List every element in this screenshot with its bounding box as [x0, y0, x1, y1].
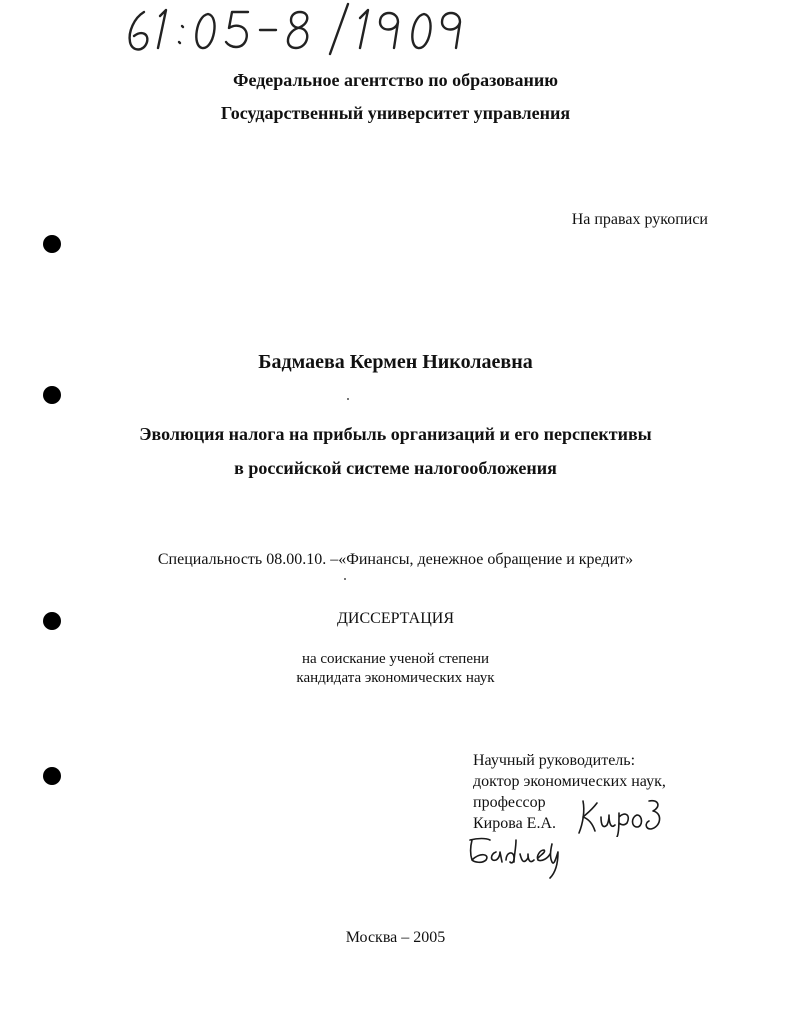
degree-line-2: кандидата экономических наук [296, 670, 495, 686]
author-name: Бадмаева Кермен Николаевна [258, 351, 533, 373]
supervisor-rank: профессор [473, 794, 546, 811]
punch-hole [43, 612, 61, 630]
archive-code-handwritten [122, 2, 482, 58]
manuscript-rights-note: На правах рукописи [571, 211, 708, 228]
dissertation-title-line-2: в российской системе налогообложения [234, 458, 557, 478]
supervisor-degree: доктор экономических наук, [473, 773, 666, 790]
scan-speck [344, 578, 346, 580]
author-signature [466, 832, 562, 880]
supervisor-signature [575, 795, 665, 837]
dissertation-title-line-1: Эволюция налога на прибыль организаций и его перспективы [139, 424, 652, 444]
degree-line-1: на соискание ученой степени [301, 651, 490, 667]
punch-hole [43, 767, 61, 785]
organization-line-2: Государственный университет управления [220, 103, 571, 123]
organization-line-1: Федеральное агентство по образованию [232, 70, 559, 90]
punch-hole [43, 235, 61, 253]
supervisor-label: Научный руководитель: [473, 752, 636, 769]
supervisor-name: Кирова Е.А. [473, 815, 557, 832]
document-type: ДИССЕРТАЦИЯ [337, 610, 454, 627]
scan-speck [347, 398, 349, 400]
punch-hole [43, 386, 61, 404]
city-and-year: Москва – 2005 [345, 929, 446, 946]
specialty-line: Специальность 08.00.10. –«Финансы, денежное обращение и кредит» [157, 551, 634, 568]
